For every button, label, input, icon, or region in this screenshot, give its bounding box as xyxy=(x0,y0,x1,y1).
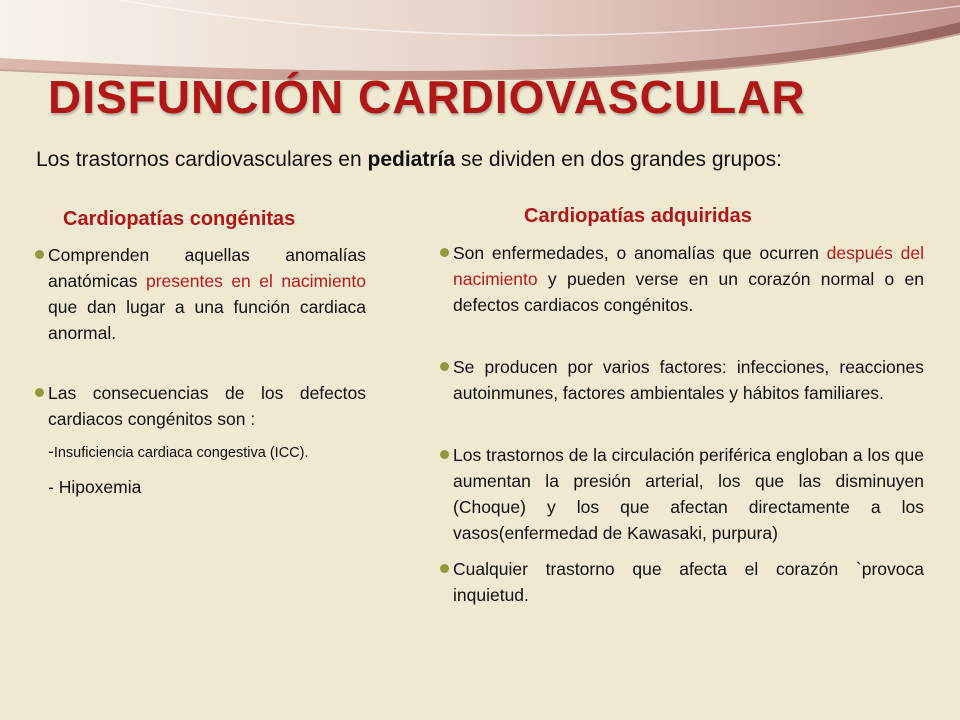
right-column-heading: Cardiopatías adquiridas xyxy=(524,205,752,227)
left-bullet-2: Las consecuencias de los defectos cardiacos congénitos son : xyxy=(35,380,366,432)
header-decoration xyxy=(0,0,960,80)
left-sub-item-1-text: Insuficiencia cardiaca congestiva (ICC). xyxy=(53,445,309,461)
left-bullet-1 xyxy=(35,242,366,346)
left-sub-item-1 xyxy=(35,438,366,466)
right-bullet-1 xyxy=(440,240,924,318)
intro-text xyxy=(36,146,916,173)
right-bullet-2: Se producen por varios factores: infecciones, reacciones autoinmunes, factores ambientales y hábitos familiares. xyxy=(440,354,924,406)
left-bullet-1-text: Comprenden aquellas anomalías anatómicas xyxy=(48,245,366,291)
right-bullet-3: Los trastornos de la circulación periférica engloban a los que aumentan la presión arterial, los que las disminuyen (Choque) y los que afectan directamente a los vasos(enfermedad de Kawasaki, purpura) xyxy=(440,442,924,546)
left-column-heading: Cardiopatías congénitas xyxy=(63,208,296,230)
right-bullet-1-highlight: después del nacimiento xyxy=(453,243,924,289)
intro-keyword: pediatría xyxy=(367,148,456,171)
intro-text-start: Los trastornos cardiovasculares en xyxy=(36,148,368,171)
right-bullet-4: Cualquier trastorno que afecta el corazón `provoca inquietud. xyxy=(440,556,924,608)
right-column xyxy=(440,240,924,608)
right-bullet-1-text-end: y pueden verse en un corazón normal o en defectos cardiacos congénitos. xyxy=(453,269,924,315)
slide-title: DISFUNCIÓN CARDIOVASCULAR xyxy=(48,71,806,123)
intro-text-end: se dividen en dos grandes grupos: xyxy=(455,148,782,171)
left-bullet-1-highlight: presentes en el nacimiento xyxy=(145,271,367,291)
right-bullet-1-text: Son enfermedades, o anomalías que ocurren xyxy=(453,243,827,263)
left-sub-item-1-dash: - xyxy=(48,441,54,461)
left-bullet-1-text-end: que dan lugar a una función cardiaca anormal. xyxy=(48,297,366,343)
left-column xyxy=(35,242,366,500)
left-sub-item-2: - Hipoxemia xyxy=(48,477,142,497)
